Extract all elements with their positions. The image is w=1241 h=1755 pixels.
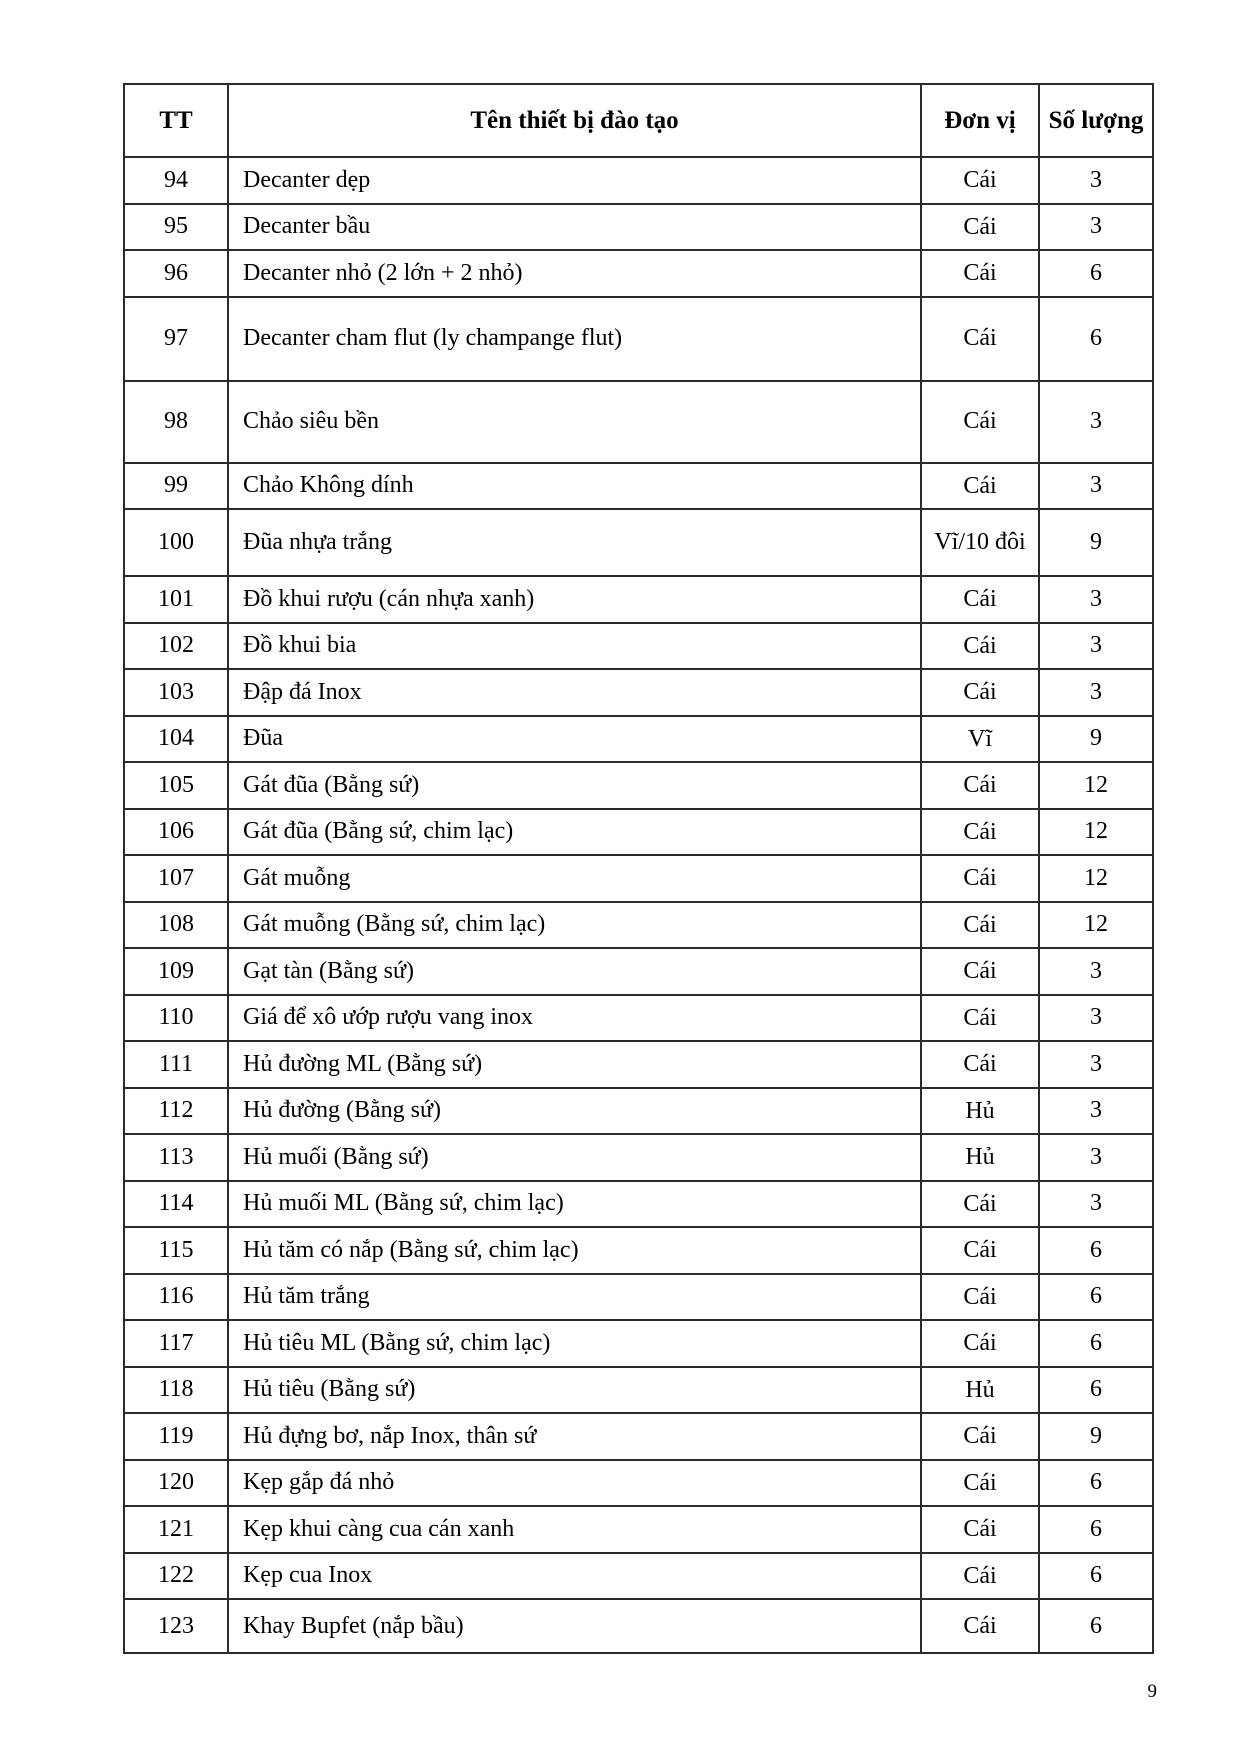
table-row [124, 809, 1153, 856]
row-number-cell: 100 [124, 509, 228, 576]
unit-cell: Cái [921, 809, 1039, 856]
page-number: 9 [1147, 1681, 1157, 1702]
table-row [124, 1460, 1153, 1507]
table-row [124, 855, 1153, 902]
item-name-cell: Chảo siêu bền [228, 381, 921, 463]
unit-cell: Cái [921, 669, 1039, 716]
quantity-cell: 3 [1039, 204, 1153, 251]
unit-cell: Cái [921, 1274, 1039, 1321]
unit-cell: Cái [921, 762, 1039, 809]
unit-cell: Cái [921, 1460, 1039, 1507]
unit-cell: Cái [921, 623, 1039, 670]
quantity-cell: 6 [1039, 1506, 1153, 1553]
item-name-cell: Decanter nhỏ (2 lớn + 2 nhỏ) [228, 250, 921, 297]
unit-cell: Cái [921, 1506, 1039, 1553]
quantity-cell: 3 [1039, 576, 1153, 623]
item-name-cell: Kẹp cua Inox [228, 1553, 921, 1600]
item-name-cell: Đũa [228, 716, 921, 763]
quantity-cell: 6 [1039, 1274, 1153, 1321]
row-number-cell: 115 [124, 1227, 228, 1274]
item-name-cell: Đồ khui bia [228, 623, 921, 670]
unit-cell: Cái [921, 1227, 1039, 1274]
item-name-cell: Gát muỗng [228, 855, 921, 902]
row-number-cell: 97 [124, 297, 228, 381]
table-row [124, 204, 1153, 251]
unit-cell: Cái [921, 204, 1039, 251]
row-number-cell: 119 [124, 1413, 228, 1460]
unit-cell: Cái [921, 1413, 1039, 1460]
unit-cell: Cái [921, 157, 1039, 204]
row-number-cell: 117 [124, 1320, 228, 1367]
item-name-cell: Khay Bupfet (nắp bầu) [228, 1599, 921, 1653]
row-number-cell: 122 [124, 1553, 228, 1600]
quantity-cell: 6 [1039, 1320, 1153, 1367]
unit-cell: Hủ [921, 1088, 1039, 1135]
item-name-cell: Giá để xô ướp rượu vang inox [228, 995, 921, 1042]
unit-cell: Cái [921, 463, 1039, 510]
row-number-cell: 110 [124, 995, 228, 1042]
quantity-cell: 6 [1039, 1553, 1153, 1600]
table-row [124, 1227, 1153, 1274]
table-row [124, 1134, 1153, 1181]
quantity-cell: 9 [1039, 1413, 1153, 1460]
unit-cell: Cái [921, 948, 1039, 995]
item-name-cell: Gát đũa (Bằng sứ, chim lạc) [228, 809, 921, 856]
quantity-cell: 12 [1039, 855, 1153, 902]
table-row [124, 669, 1153, 716]
table-row [124, 623, 1153, 670]
table-row [124, 995, 1153, 1042]
quantity-cell: 3 [1039, 669, 1153, 716]
quantity-cell: 9 [1039, 716, 1153, 763]
header-tt: TT [124, 84, 228, 157]
quantity-cell: 3 [1039, 157, 1153, 204]
equipment-table [123, 83, 1154, 1654]
header-unit: Đơn vị [921, 84, 1039, 157]
row-number-cell: 121 [124, 1506, 228, 1553]
item-name-cell: Hủ đường ML (Bằng sứ) [228, 1041, 921, 1088]
quantity-cell: 6 [1039, 297, 1153, 381]
table-row [124, 576, 1153, 623]
table-row [124, 1181, 1153, 1228]
quantity-cell: 12 [1039, 809, 1153, 856]
row-number-cell: 109 [124, 948, 228, 995]
table-row [124, 1599, 1153, 1653]
table-row [124, 1413, 1153, 1460]
row-number-cell: 116 [124, 1274, 228, 1321]
item-name-cell: Hủ tiêu ML (Bằng sứ, chim lạc) [228, 1320, 921, 1367]
unit-cell: Vĩ [921, 716, 1039, 763]
item-name-cell: Gát muỗng (Bằng sứ, chim lạc) [228, 902, 921, 949]
unit-cell: Hủ [921, 1134, 1039, 1181]
table-row [124, 902, 1153, 949]
table-row [124, 157, 1153, 204]
row-number-cell: 114 [124, 1181, 228, 1228]
row-number-cell: 104 [124, 716, 228, 763]
quantity-cell: 9 [1039, 509, 1153, 576]
unit-cell: Hủ [921, 1367, 1039, 1414]
unit-cell: Cái [921, 1181, 1039, 1228]
table-row [124, 948, 1153, 995]
unit-cell: Cái [921, 1041, 1039, 1088]
row-number-cell: 107 [124, 855, 228, 902]
quantity-cell: 3 [1039, 1041, 1153, 1088]
quantity-cell: 12 [1039, 762, 1153, 809]
table-header-row [124, 84, 1153, 157]
table-row [124, 762, 1153, 809]
item-name-cell: Decanter bầu [228, 204, 921, 251]
item-name-cell: Hủ tăm trắng [228, 1274, 921, 1321]
quantity-cell: 3 [1039, 1088, 1153, 1135]
quantity-cell: 6 [1039, 1599, 1153, 1653]
item-name-cell: Gát đũa (Bằng sứ) [228, 762, 921, 809]
quantity-cell: 3 [1039, 1134, 1153, 1181]
equipment-table-container [123, 83, 1154, 1654]
unit-cell: Cái [921, 297, 1039, 381]
unit-cell: Cái [921, 995, 1039, 1042]
quantity-cell: 3 [1039, 948, 1153, 995]
item-name-cell: Chảo Không dính [228, 463, 921, 510]
table-row [124, 1088, 1153, 1135]
unit-cell: Cái [921, 1599, 1039, 1653]
item-name-cell: Kẹp khui càng cua cán xanh [228, 1506, 921, 1553]
header-equipment-name: Tên thiết bị đào tạo [228, 84, 921, 157]
table-row [124, 1367, 1153, 1414]
item-name-cell: Hủ đường (Bằng sứ) [228, 1088, 921, 1135]
row-number-cell: 101 [124, 576, 228, 623]
row-number-cell: 108 [124, 902, 228, 949]
quantity-cell: 3 [1039, 463, 1153, 510]
row-number-cell: 99 [124, 463, 228, 510]
quantity-cell: 3 [1039, 381, 1153, 463]
row-number-cell: 111 [124, 1041, 228, 1088]
header-quantity: Số lượng [1039, 84, 1153, 157]
unit-cell: Cái [921, 576, 1039, 623]
item-name-cell: Hủ tăm có nắp (Bằng sứ, chim lạc) [228, 1227, 921, 1274]
row-number-cell: 96 [124, 250, 228, 297]
quantity-cell: 3 [1039, 995, 1153, 1042]
unit-cell: Cái [921, 1553, 1039, 1600]
table-body [124, 157, 1153, 1653]
table-row [124, 1041, 1153, 1088]
row-number-cell: 98 [124, 381, 228, 463]
unit-cell: Cái [921, 902, 1039, 949]
quantity-cell: 6 [1039, 1227, 1153, 1274]
item-name-cell: Hủ muối ML (Bằng sứ, chim lạc) [228, 1181, 921, 1228]
table-row [124, 1274, 1153, 1321]
row-number-cell: 123 [124, 1599, 228, 1653]
table-row [124, 1553, 1153, 1600]
item-name-cell: Decanter dẹp [228, 157, 921, 204]
quantity-cell: 6 [1039, 250, 1153, 297]
item-name-cell: Đồ khui rượu (cán nhựa xanh) [228, 576, 921, 623]
item-name-cell: Kẹp gắp đá nhỏ [228, 1460, 921, 1507]
table-row [124, 381, 1153, 463]
row-number-cell: 118 [124, 1367, 228, 1414]
row-number-cell: 102 [124, 623, 228, 670]
item-name-cell: Đũa nhựa trắng [228, 509, 921, 576]
unit-cell: Cái [921, 250, 1039, 297]
row-number-cell: 103 [124, 669, 228, 716]
row-number-cell: 112 [124, 1088, 228, 1135]
table-row [124, 463, 1153, 510]
row-number-cell: 120 [124, 1460, 228, 1507]
item-name-cell: Decanter cham flut (ly champange flut) [228, 297, 921, 381]
item-name-cell: Gạt tàn (Bằng sứ) [228, 948, 921, 995]
row-number-cell: 94 [124, 157, 228, 204]
unit-cell: Cái [921, 855, 1039, 902]
table-row [124, 250, 1153, 297]
table-row [124, 297, 1153, 381]
table-row [124, 509, 1153, 576]
quantity-cell: 6 [1039, 1367, 1153, 1414]
table-row [124, 1320, 1153, 1367]
table-row [124, 716, 1153, 763]
item-name-cell: Hủ tiêu (Bằng sứ) [228, 1367, 921, 1414]
unit-cell: Vĩ/10 đôi [921, 509, 1039, 576]
quantity-cell: 3 [1039, 623, 1153, 670]
quantity-cell: 6 [1039, 1460, 1153, 1507]
row-number-cell: 113 [124, 1134, 228, 1181]
quantity-cell: 12 [1039, 902, 1153, 949]
item-name-cell: Đập đá Inox [228, 669, 921, 716]
item-name-cell: Hủ đựng bơ, nắp Inox, thân sứ [228, 1413, 921, 1460]
unit-cell: Cái [921, 381, 1039, 463]
row-number-cell: 95 [124, 204, 228, 251]
item-name-cell: Hủ muối (Bằng sứ) [228, 1134, 921, 1181]
quantity-cell: 3 [1039, 1181, 1153, 1228]
unit-cell: Cái [921, 1320, 1039, 1367]
row-number-cell: 105 [124, 762, 228, 809]
row-number-cell: 106 [124, 809, 228, 856]
table-row [124, 1506, 1153, 1553]
